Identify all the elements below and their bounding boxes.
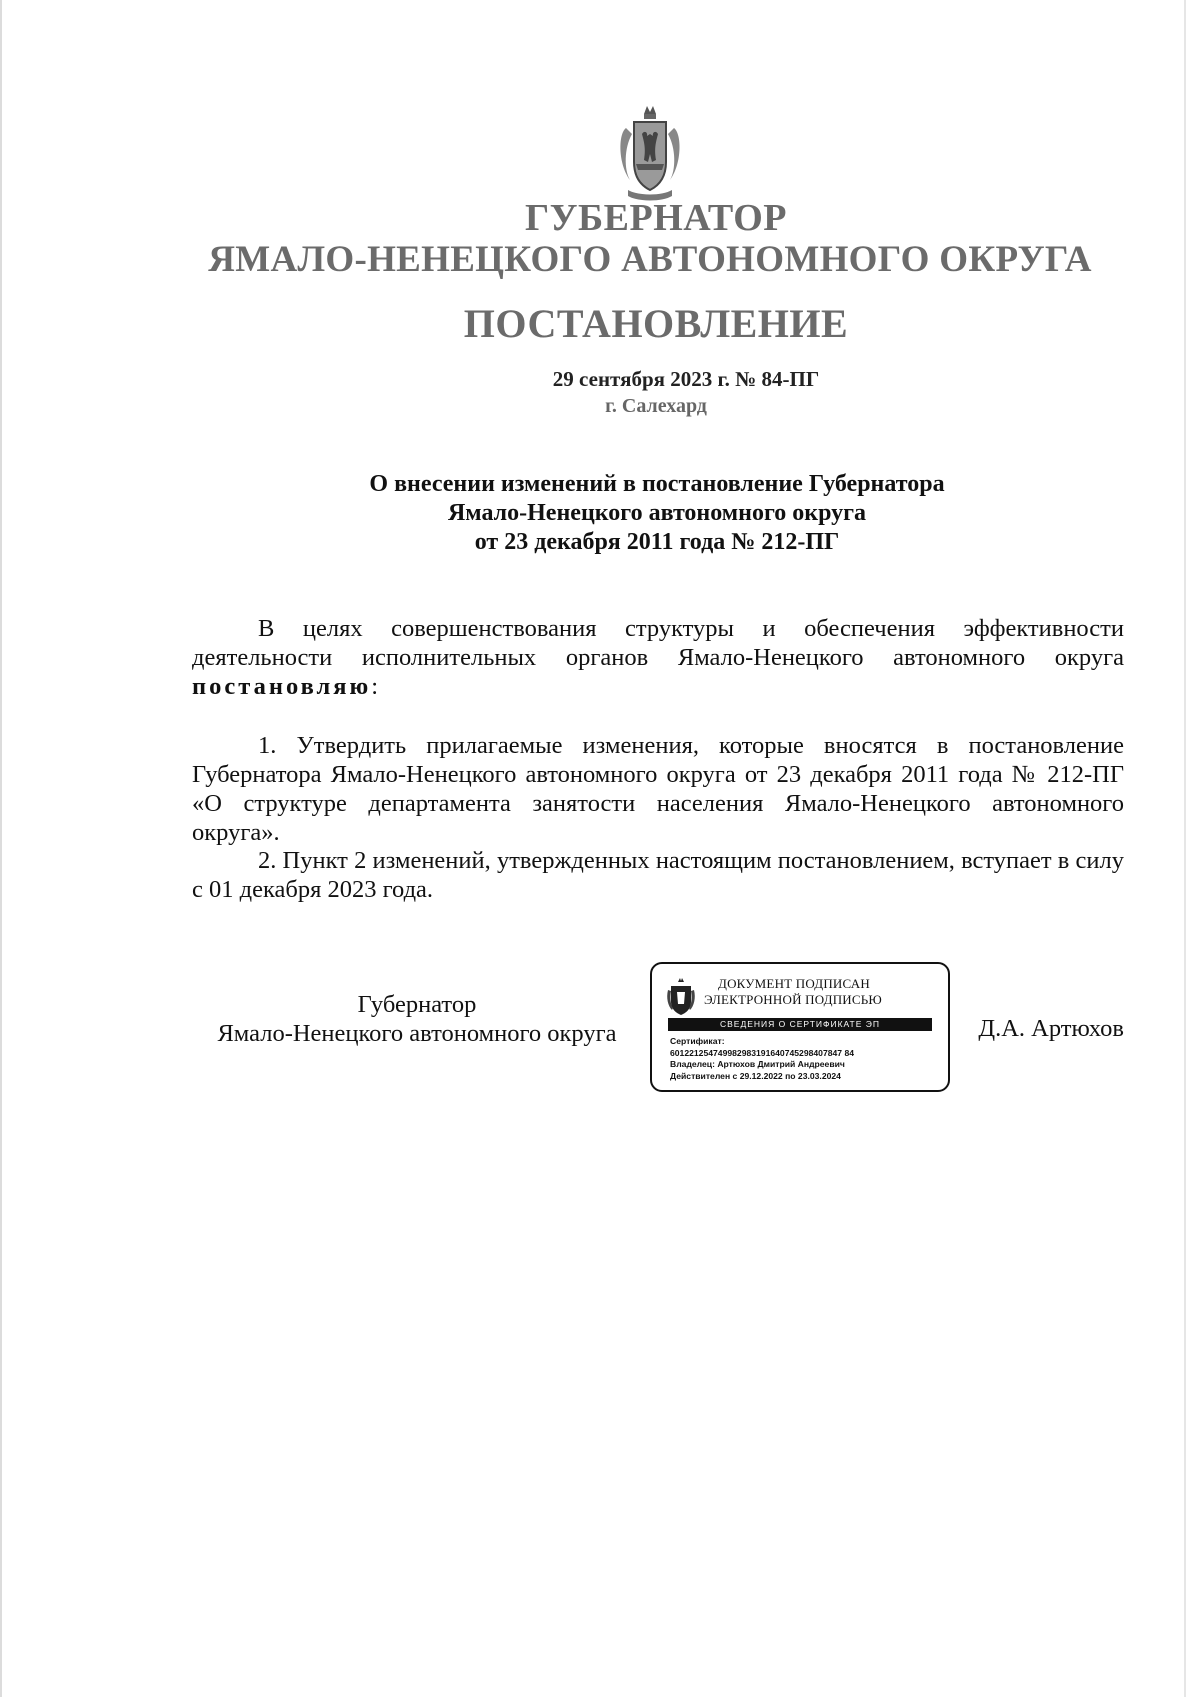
document-type: ПОСТАНОВЛЕНИЕ: [463, 301, 849, 346]
issuer-title: ГУБЕРНАТОР: [524, 197, 788, 239]
coat-of-arms-icon: [614, 104, 686, 204]
decree-word: постановляю: [192, 673, 372, 700]
electronic-signature-stamp: [650, 962, 950, 1092]
signatory-name: Д.А. Артюхов: [978, 1015, 1124, 1042]
stamp-owner: Владелец: Артюхов Дмитрий Андреевич: [670, 1059, 845, 1069]
document-heading: [300, 470, 1014, 557]
document-city: г. Салехард: [605, 395, 707, 417]
decree-item-2: 2. Пункт 2 изменений, утвержденных настоящим постановлением, вступает в силу с 01 декабря 2023 года.: [192, 847, 1124, 903]
signatory-position-line: Губернатор: [357, 991, 477, 1018]
stamp-validity: Действителен с 29.12.2022 по 23.03.2024: [670, 1070, 841, 1081]
heading-line: О внесении изменений в постановление Губернатора: [369, 471, 945, 497]
stamp-title: [704, 976, 944, 1008]
stamp-cert-number: 601221254749982983191640745298407847 84: [670, 1047, 855, 1058]
stamp-title-line: ЭЛЕКТРОННОЙ ПОДПИСЬЮ: [704, 992, 882, 1007]
page-edge-right: [1184, 0, 1186, 1697]
heading-line: Ямало-Ненецкого автономного округа: [447, 500, 867, 526]
signatory-position-line: Ямало-Ненецкого автономного округа: [217, 1020, 617, 1047]
document-date-number: 29 сентября 2023 г. № 84-ПГ: [552, 367, 820, 391]
signatory-position: [192, 990, 642, 1048]
page-edge-left: [0, 0, 2, 1697]
stamp-title-line: ДОКУМЕНТ ПОДПИСАН: [718, 976, 870, 991]
decree-colon: :: [371, 673, 379, 700]
stamp-certificate-bar: СВЕДЕНИЯ О СЕРТИФИКАТЕ ЭП: [668, 1018, 932, 1031]
stamp-details: [670, 1036, 940, 1082]
heading-line: от 23 декабря 2011 года № 212-ПГ: [474, 529, 840, 555]
preamble-text: В целях совершенствования структуры и обеспечения эффективности деятельности исполнительных органов Ямало-Ненецкого автономного округа: [192, 615, 1124, 671]
stamp-cert-label: Сертификат:: [670, 1036, 725, 1046]
issuer-subtitle: ЯМАЛО-НЕНЕЦКОГО АВТОНОМНОГО ОКРУГА: [208, 239, 1092, 280]
stamp-emblem-icon: [666, 978, 696, 1016]
preamble-paragraph: [192, 614, 1124, 701]
decree-item-1: 1. Утвердить прилагаемые изменения, которые вносятся в постановление Губернатора Ямало-Ненецкого автономного округа от 23 декабря 2011 года № 212-ПГ «О структуре департамента занятости населения Ямало-Ненецкого автономного округа».: [192, 732, 1124, 846]
